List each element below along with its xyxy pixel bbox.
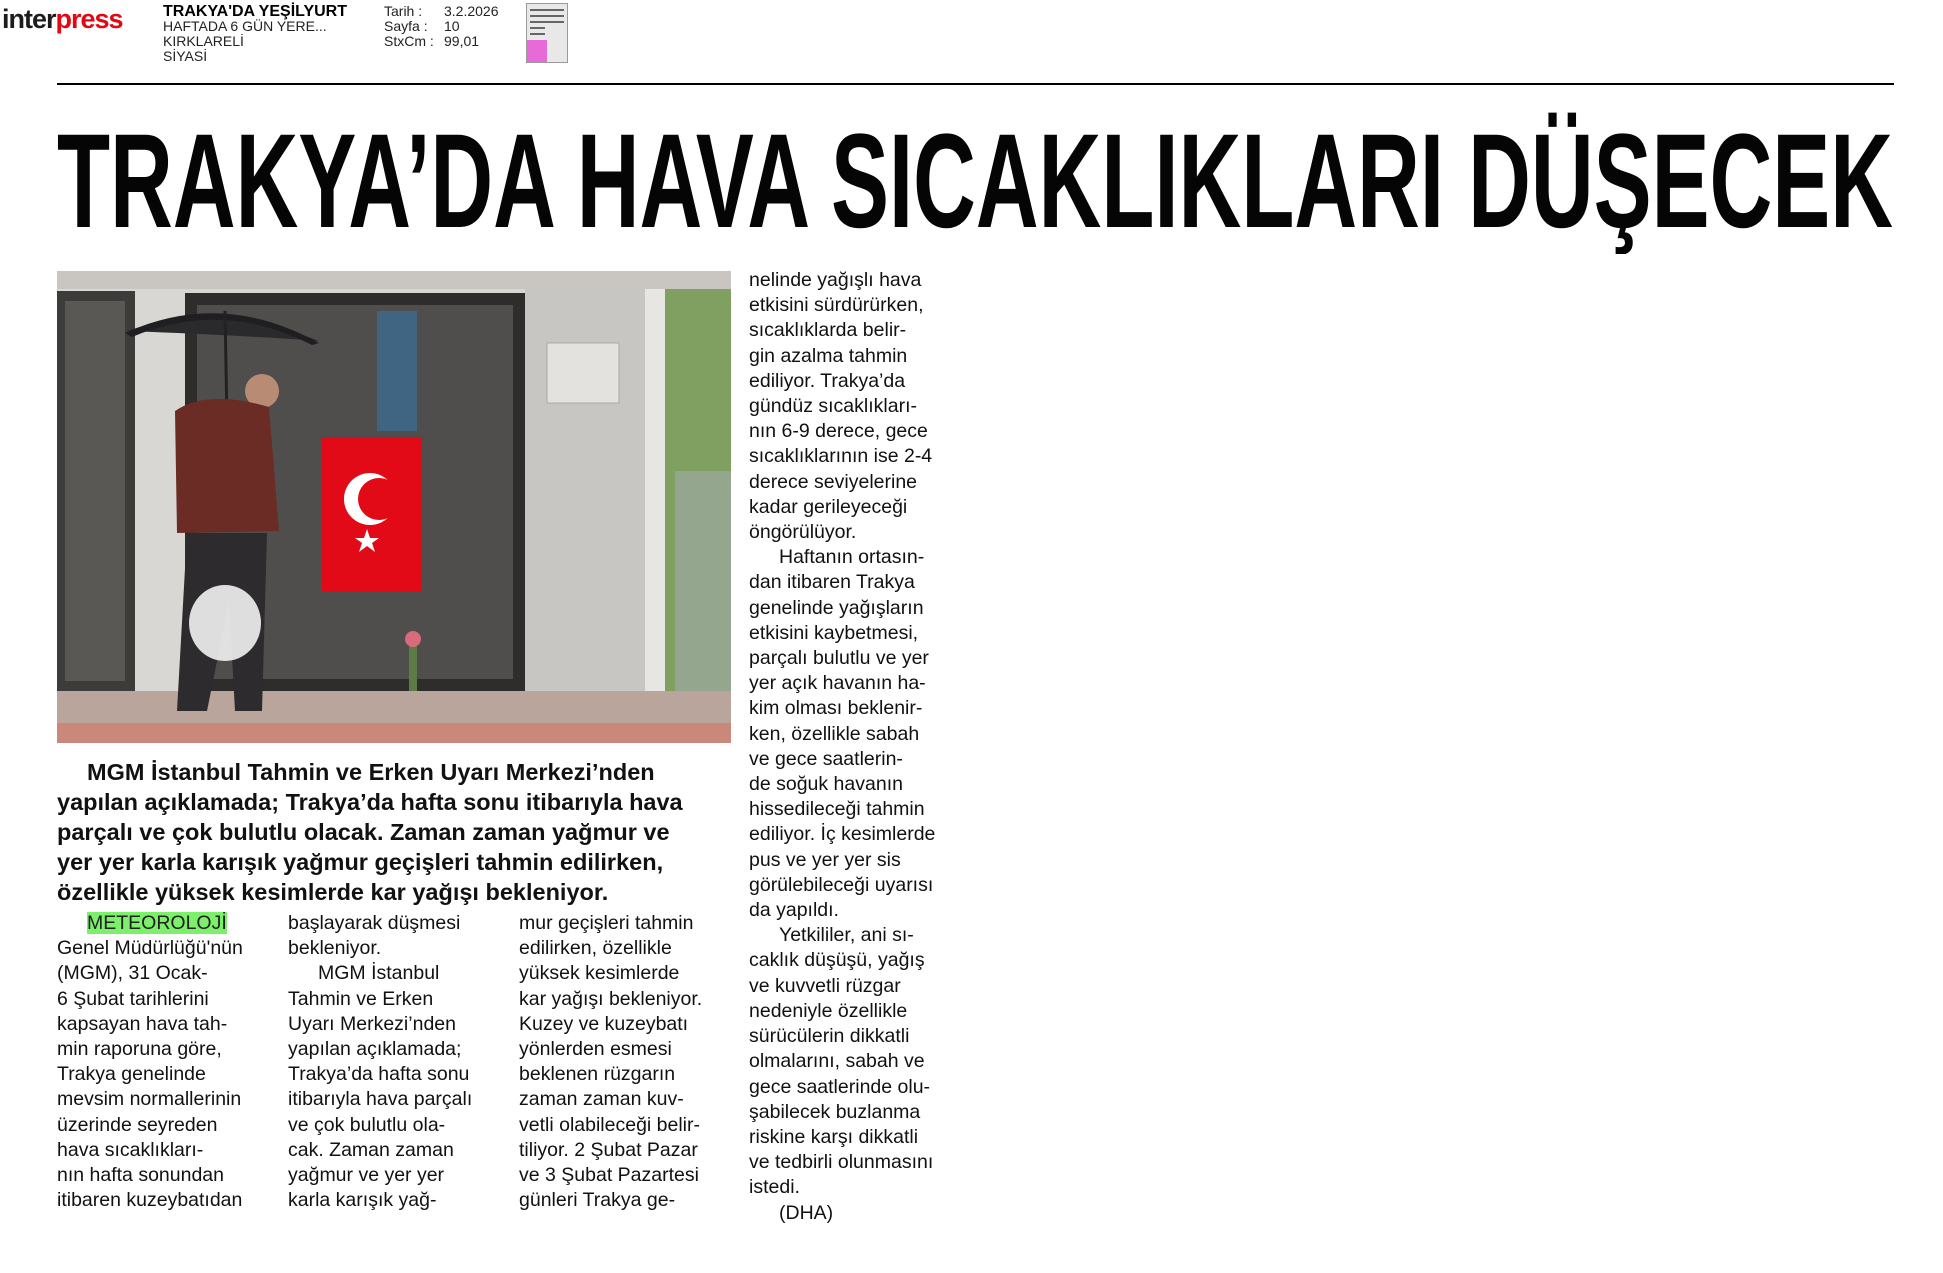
body-line: sıcaklıklarda belir- [749,319,907,342]
body-line: da yapıldı. [749,899,839,922]
meta-row-size [384,34,499,49]
body-line: ken, özellikle sabah [749,722,920,745]
body-line: karla karışık yağ- [288,1189,437,1212]
body-line: itibaren kuzeybatıdan [57,1189,243,1212]
body-line: üzerinde seyreden [57,1113,218,1136]
body-line: bekleniyor. [288,937,382,960]
meta-value: 10 [444,18,460,34]
thumb-line [530,21,564,23]
body-line: ve çok bulutlu ola- [288,1113,446,1136]
lead-line: parçalı ve çok bulutlu olacak. Zaman zaman yağmur ve [57,819,670,845]
lead-line: özellikle yüksek kesimlerde kar yağışı bekleniyor. [57,879,609,905]
body-line: istedi. [749,1176,800,1199]
body-line: sürücülerin dikkatli [749,1025,910,1048]
body-line: ve tedbirli olunmasını [749,1151,934,1174]
body-line: Haftanın ortasın- [779,546,925,569]
body-line: yağmur ve yer yer [288,1164,445,1187]
body-line: mur geçişleri tahmin [519,912,694,934]
publication-name: TRAKYA'DA YEŞİLYURT [163,3,347,20]
body-line: ediliyor. İç kesimlerde [749,823,936,846]
headline-text: TRAKYA’DA HAVA SICAKLIKLARI DÜŞECEK [57,107,1893,254]
interpress-logo [2,6,123,33]
body-line: şabilecek buzlanma [749,1100,921,1123]
body-line: itibarıyla hava parçalı [288,1088,473,1111]
body-line: mevsim normallerinin [57,1088,242,1111]
page-thumbnail[interactable] [526,3,568,63]
body-line: nın 6-9 derece, gece [749,420,928,443]
body-line: Genel Müdürlüğü'nün [57,937,243,960]
meta-value: 99,01 [444,33,480,49]
body-line: günleri Trakya ge- [519,1189,676,1212]
body-line: başlayarak düşmesi [288,912,461,934]
body-line: Kuzey ve kuzeybatı [519,1012,689,1035]
body-line: öngörülüyor. [749,521,857,544]
body-line: de soğuk havanın [749,773,903,796]
meta-row-page [384,19,499,34]
lead-line: MGM İstanbul Tahmin ve Erken Uyarı Merkezi’nden [87,759,655,785]
thumb-line [530,27,545,29]
clipping-meta [384,4,499,49]
body-line: etkisini kaybetmesi, [749,621,919,644]
body-line: ve gece saatlerin- [749,747,903,770]
body-line: etkisini sürdürürken, [749,294,924,317]
plastic-bag [189,585,261,661]
fence [675,471,731,691]
keyword-highlight: METEOROLOJİ [87,912,227,934]
body-line: nedeniyle özellikle [749,999,908,1022]
meta-value: 3.2.2026 [444,3,499,19]
body-line: Tahmin ve Erken [288,987,434,1010]
body-line: gin azalma tahmin [749,344,908,367]
door-glass [65,301,125,681]
body-line: gece saatlerinde olu- [749,1075,931,1098]
meta-key: StxCm : [384,33,434,49]
source-credit: (DHA) [779,1201,834,1224]
plant-stem [409,641,417,691]
thumb-line [530,15,564,17]
body-line: ve kuvvetli rüzgar [749,974,901,997]
body-line: Trakya’da hafta sonu [288,1063,470,1086]
body-line: 6 Şubat tarihlerini [57,987,209,1010]
news-photo[interactable] [57,271,731,743]
body-line: ediliyor. Trakya’da [749,369,906,392]
body-line: kar yağışı bekleniyor. [519,987,703,1010]
city-label: KIRKLARELİ [163,33,244,49]
header-divider [57,83,1894,85]
body-line: olmalarını, sabah ve [749,1050,925,1073]
building-top [57,271,731,289]
body-line: ve 3 Şubat Pazartesi [519,1164,699,1187]
body-line: (MGM), 31 Ocak- [57,962,208,985]
clipping-source-info [163,4,347,64]
lead-paragraph [57,757,732,907]
body-line: gündüz sıcaklıkları- [749,395,917,418]
meta-key: Tarih : [384,3,423,19]
body-line [57,911,243,936]
man-jacket [175,399,279,533]
body-line: parçalı bulutlu ve yer [749,647,929,670]
body-line: edilirken, özellikle [519,937,672,960]
body-line: vetli olabileceği belir- [519,1113,701,1136]
meta-row-date [384,4,499,19]
body-line: riskine karşı dikkatli [749,1125,919,1148]
body-line: caklık düşüşü, yağış [749,949,925,972]
body-line: tiliyor. 2 Şubat Pazar [519,1138,698,1161]
body-line: hava sıcaklıkları- [57,1138,204,1161]
body-line: kim olması beklenir- [749,697,923,720]
body-line: dan itibaren Trakya [749,571,915,594]
body-line: nelinde yağışlı hava [749,269,922,291]
thumb-line [530,33,545,35]
body-line: yapılan açıklamada; [288,1038,462,1061]
section-label: SİYASİ [163,48,208,64]
drain-pipe [645,289,665,691]
body-column-1 [57,911,243,1213]
body-column-2 [288,911,472,1213]
body-line: min raporuna göre, [57,1038,222,1061]
body-line: Trakya genelinde [57,1063,206,1086]
body-line: görülebileceği uyarısı [749,873,934,896]
thumb-article-highlight [527,40,547,62]
body-column-4 [749,268,935,1226]
red-tiles [57,723,731,743]
reflection-figure [377,311,417,431]
body-line: genelinde yağışların [749,596,924,619]
body-line: Yetkililer, ani sı- [779,924,914,947]
body-line: pus ve yer yer sis [749,848,901,871]
body-line: yönlerden esmesi [519,1038,672,1061]
body-line: MGM İstanbul [318,962,440,985]
body-line: yüksek kesimlerde [519,962,680,985]
body-line: sıcaklıklarının ise 2-4 [749,445,933,468]
body-line: derece seviyelerine [749,470,918,493]
body-column-3 [519,911,702,1213]
logo-text-inter: inter [2,4,56,34]
logo-text-press: press [55,4,123,34]
plant-flower [405,631,421,647]
body-line: zaman zaman kuv- [519,1088,684,1111]
body-line: beklenen rüzgarın [519,1063,676,1086]
body-line: yer açık havanın ha- [749,672,926,695]
headline [57,104,1897,254]
meta-key: Sayfa : [384,18,428,34]
lead-line: yer yer karla karışık yağmur geçişleri tahmin edilirken, [57,849,664,875]
body-line: kapsayan hava tah- [57,1012,228,1035]
body-line: cak. Zaman zaman [288,1138,454,1161]
lead-line: yapılan açıklamada; Trakya’da hafta sonu itibarıyla hava [57,789,683,815]
article-short-title: HAFTADA 6 GÜN YERE... [163,18,327,34]
body-line: Uyarı Merkezi’nden [288,1012,456,1035]
body-line: nın hafta sonundan [57,1164,224,1187]
body-line: kadar gerileyeceği [749,495,908,518]
wall-sign [547,343,619,403]
flag-crescent-cut [358,478,400,520]
body-line: hissedileceği tahmin [749,798,925,821]
thumb-line [530,9,564,11]
